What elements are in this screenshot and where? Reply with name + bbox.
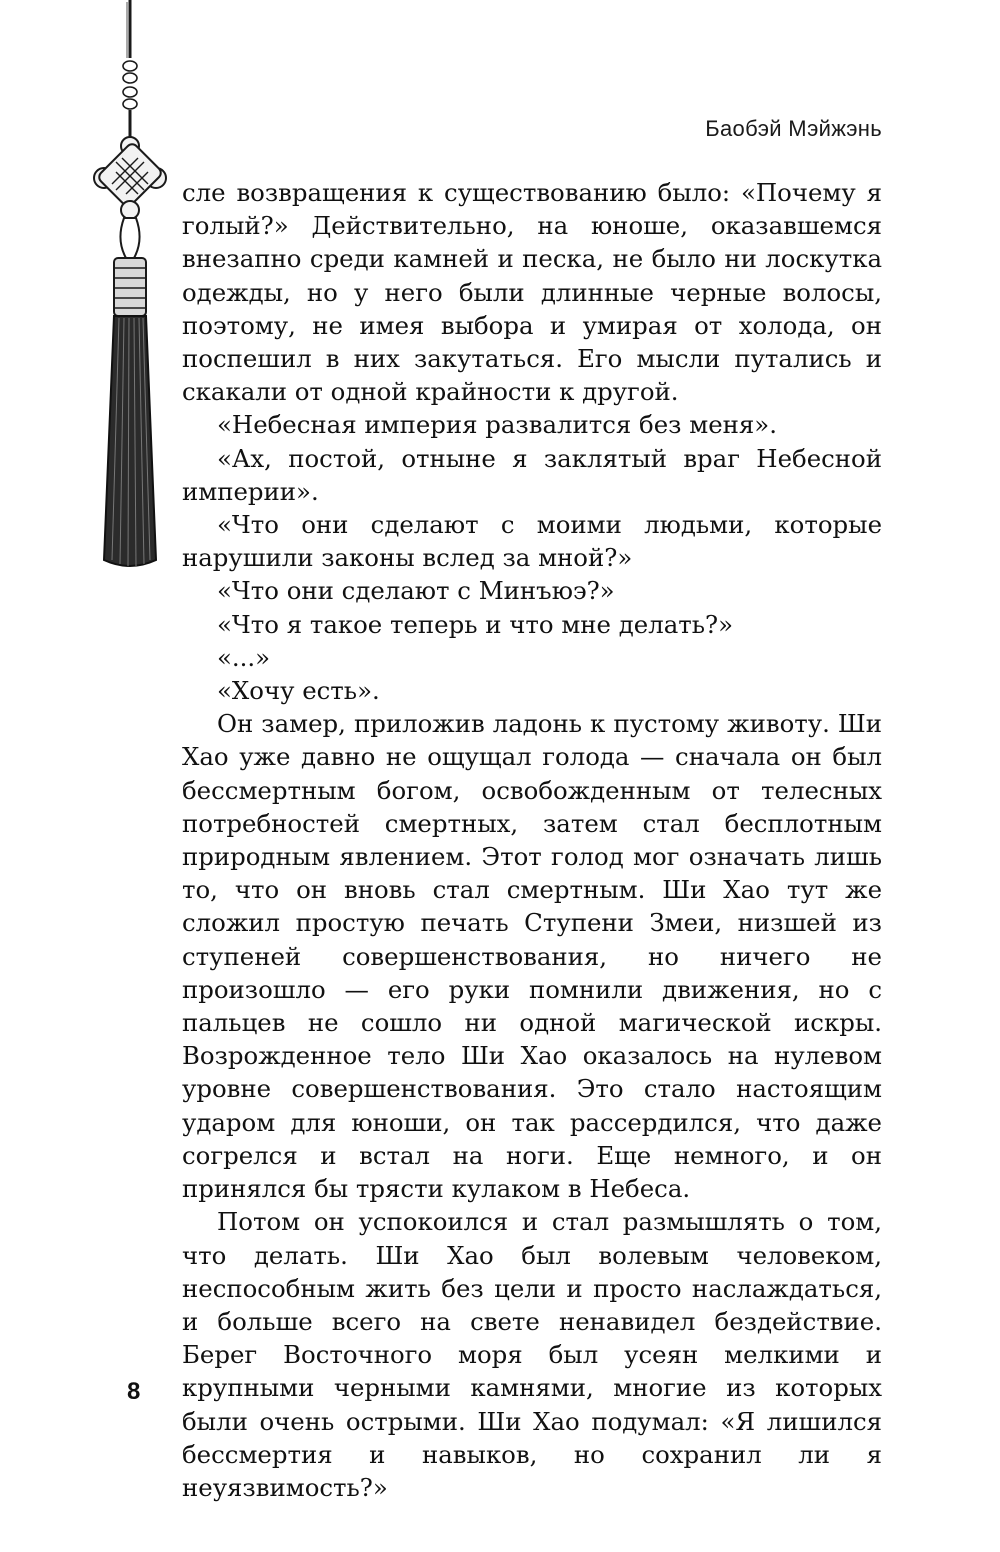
paragraph: сле возвращения к существованию было: «Почему я голый?» Действительно, на юноше, оказавшемся внезапно среди камней и песка, не было ни лоскутка одежды, но у него были длинные черные волосы, поэтому, не имея выбора и умирая от холода, он поспешил в них закутаться. Его мысли путались и скакали от одной крайности к другой. bbox=[182, 178, 882, 407]
paragraph: «Что они сделают с моими людьми, которые нарушили законы вслед за мной?» bbox=[182, 510, 882, 573]
paragraph: «...» bbox=[217, 642, 271, 672]
paragraph: «Ах, постой, отныне я заклятый враг Небесной империи». bbox=[182, 443, 882, 506]
paragraph: Потом он успокоился и стал размышлять о том, что делать. Ши Хао был волевым человеком, неспособным жить без цели и просто наслаждаться, и больше всего на свете ненавидел бездействие. Берег Восточного моря был усеян мелкими и крупными черными камнями, многие из которых были очень острыми. Ши Хао подумал: «Я лишился бессмертия и навыков, но сохранил ли я неуязвимость?» bbox=[182, 1207, 882, 1502]
paragraph: «Что они сделают с Минъюэ?» bbox=[217, 576, 615, 606]
paragraph: «Что я такое теперь и что мне делать?» bbox=[217, 609, 734, 639]
page-number: 8 bbox=[127, 1378, 141, 1405]
running-head-title: Баобэй Мэйжэнь bbox=[705, 116, 882, 141]
paragraph: Он замер, приложив ладонь к пустому животу. Ши Хао уже давно не ощущал голода — сначала он был бессмертным богом, освобожденным от телесных потребностей смертных, затем стал бесплотным природным явлением. Этот голод мог означать лишь то, что он вновь стал смертным. Ши Хао тут же сложил простую печать Ступени Змеи, низшей из ступеней совершенствования, но ничего не произошло — его руки помнили движения, но с пальцев не сошло ни одной магической искры. Возрожденное тело Ши Хао оказалось на нулевом уровне совершенствования. Это стало настоящим ударом для юноши, он так рассердился, что даже согрелся и встал на ноги. Еще немного, и он принялся бы трясти кулаком в Небеса. bbox=[182, 709, 882, 1204]
tassel-knot-icon bbox=[86, 0, 178, 585]
paragraph: «Небесная империя развалится без меня». bbox=[217, 410, 777, 440]
paragraph: «Хочу есть». bbox=[217, 676, 380, 706]
body-text bbox=[182, 176, 882, 1504]
